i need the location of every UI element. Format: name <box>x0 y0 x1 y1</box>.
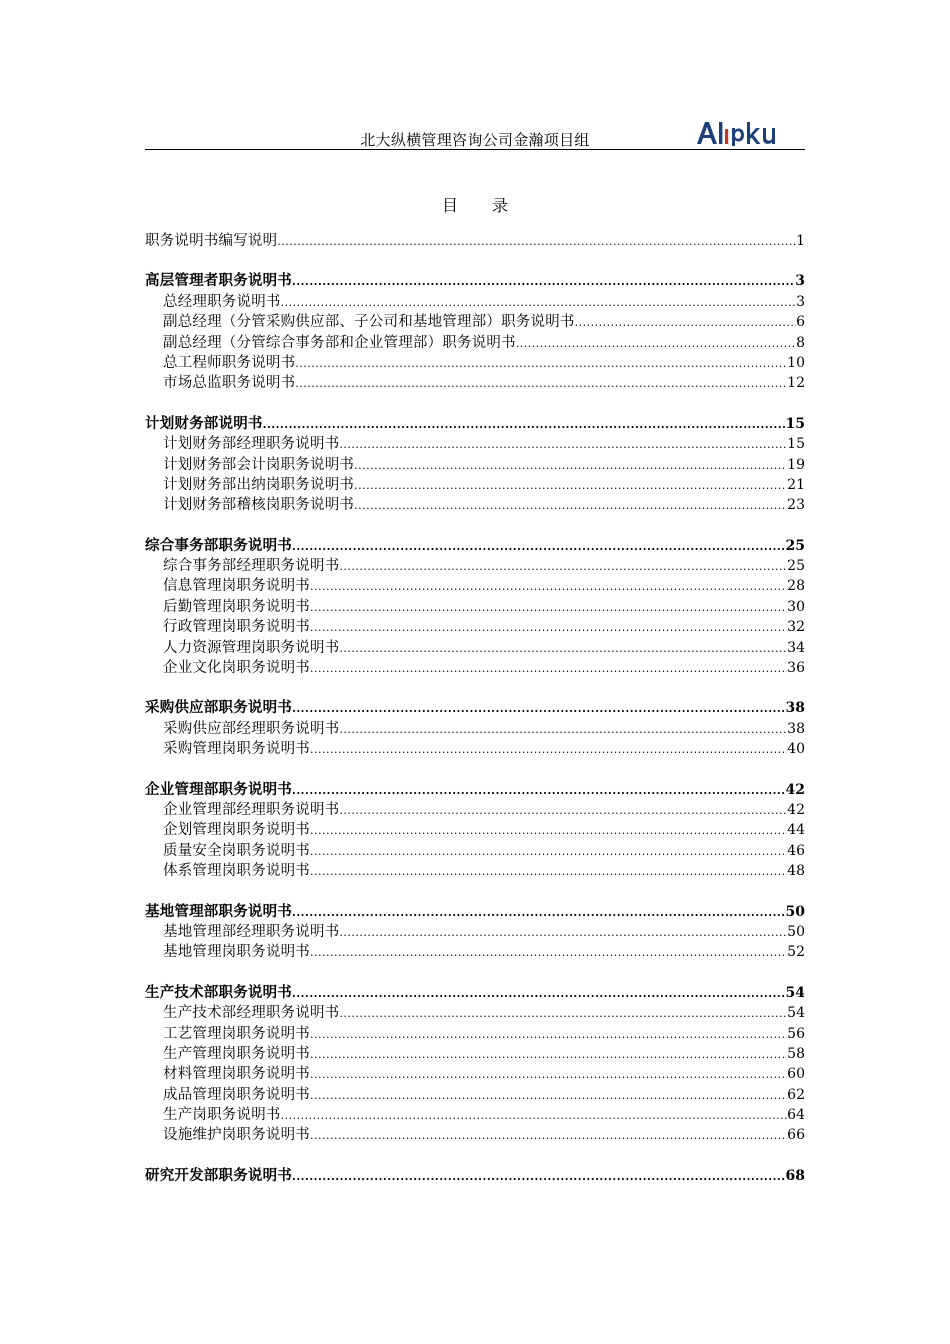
toc-dot-leader <box>516 334 796 354</box>
toc-subentry[interactable] <box>145 292 805 312</box>
toc-entry-title: 企业管理部职务说明书 <box>145 780 292 798</box>
toc-subentry[interactable] <box>145 475 805 495</box>
toc-page-number: 54 <box>787 1005 805 1022</box>
toc-page-number: 3 <box>796 293 805 310</box>
toc-dot-leader <box>310 943 787 963</box>
toc-page-number: 46 <box>787 842 805 859</box>
toc-dot-leader <box>310 1126 787 1146</box>
toc-page-number: 25 <box>785 537 805 554</box>
toc-page-number: 62 <box>787 1086 805 1103</box>
toc-page-number: 40 <box>787 741 805 758</box>
toc-dot-leader <box>339 923 787 943</box>
toc-page-number: 60 <box>787 1066 805 1083</box>
toc-group-spacer <box>145 251 805 271</box>
toc-group-spacer <box>145 1146 805 1166</box>
toc-entry-title: 信息管理岗职务说明书 <box>163 578 310 595</box>
toc-dot-leader <box>310 598 787 618</box>
toc-page-number: 38 <box>787 720 805 737</box>
toc-page-number: 21 <box>787 476 805 493</box>
toc-dot-leader <box>310 740 787 760</box>
toc-page-number: 34 <box>787 639 805 656</box>
toc-page-number: 58 <box>787 1045 805 1062</box>
toc-entry-title: 企业管理部经理职务说明书 <box>163 801 340 818</box>
toc-entry-title: 综合事务部职务说明书 <box>145 536 292 554</box>
toc-subentry[interactable] <box>145 312 805 332</box>
toc-section-entry[interactable] <box>145 414 805 434</box>
toc-entry-title: 采购管理岗职务说明书 <box>163 741 310 758</box>
toc-entry-title: 企划管理岗职务说明书 <box>163 822 310 839</box>
toc-subentry[interactable] <box>145 800 805 820</box>
toc-page-number: 32 <box>787 619 805 636</box>
toc-group-spacer <box>145 394 805 414</box>
toc-entry-title: 材料管理岗职务说明书 <box>163 1066 310 1083</box>
header-title: 北大纵横管理咨询公司金瀚项目组 <box>360 131 590 149</box>
toc-page-number: 12 <box>787 375 805 392</box>
toc-page-number: 10 <box>787 354 805 371</box>
toc-dot-leader <box>281 293 796 313</box>
toc-dot-leader <box>292 1167 786 1187</box>
toc-dot-leader <box>354 456 787 476</box>
toc-page-number: 50 <box>787 923 805 940</box>
toc-entry-title: 体系管理岗职务说明书 <box>163 863 310 880</box>
company-logo <box>697 118 791 146</box>
toc-dot-leader <box>310 577 787 597</box>
toc-subentry[interactable] <box>145 1125 805 1145</box>
toc-entry-title: 基地管理部职务说明书 <box>145 902 292 920</box>
toc-section-entry[interactable] <box>145 780 805 800</box>
toc-subentry[interactable] <box>145 841 805 861</box>
toc-title-char-1: 目 <box>441 196 458 215</box>
toc-page-number: 50 <box>785 903 805 920</box>
toc-entry-title: 采购供应部职务说明书 <box>145 699 292 717</box>
toc-dot-leader <box>263 415 786 435</box>
toc-page-number: 68 <box>785 1167 805 1184</box>
toc-entry-title: 生产管理岗职务说明书 <box>163 1045 310 1062</box>
toc-dot-leader <box>295 374 787 394</box>
toc-entry-title: 职务说明书编写说明 <box>145 233 278 249</box>
toc-group-spacer <box>145 963 805 983</box>
toc-subentry[interactable] <box>145 434 805 454</box>
toc-page-number: 3 <box>795 273 805 290</box>
toc-section-entry[interactable] <box>145 536 805 556</box>
toc-section-entry[interactable] <box>145 231 805 251</box>
toc-entry-title: 采购供应部经理职务说明书 <box>163 720 340 737</box>
toc-group-spacer <box>145 760 805 780</box>
toc-subentry[interactable] <box>145 556 805 576</box>
toc-subentry[interactable] <box>145 942 805 962</box>
toc-entry-title: 企业文化岗职务说明书 <box>163 660 310 677</box>
toc-dot-leader <box>292 984 786 1004</box>
toc-subentry[interactable] <box>145 373 805 393</box>
toc-entry-title: 高层管理者职务说明书 <box>145 272 292 290</box>
toc-subentry[interactable] <box>145 861 805 881</box>
toc-page-number: 6 <box>796 314 805 331</box>
toc-entry-title: 计划财务部会计岗职务说明书 <box>163 456 355 473</box>
toc-section-entry[interactable] <box>145 983 805 1003</box>
toc-entry-title: 总经理职务说明书 <box>163 293 281 310</box>
toc-group-spacer <box>145 882 805 902</box>
toc-page-number: 36 <box>787 660 805 677</box>
toc-page-number: 30 <box>787 598 805 615</box>
toc-group-spacer <box>145 678 805 698</box>
toc-dot-leader <box>354 476 787 496</box>
toc-group-spacer <box>145 516 805 536</box>
toc-page-number: 64 <box>787 1107 805 1124</box>
toc-entry-title: 工艺管理岗职务说明书 <box>163 1025 310 1042</box>
toc-entry-title: 成品管理岗职务说明书 <box>163 1086 310 1103</box>
toc-dot-leader <box>339 1004 787 1024</box>
toc-page-number: 52 <box>787 944 805 961</box>
toc-subentry[interactable] <box>145 1085 805 1105</box>
toc-dot-leader <box>310 1025 787 1045</box>
toc-section-entry[interactable] <box>145 1166 805 1186</box>
toc-dot-leader <box>339 435 787 455</box>
toc-dot-leader <box>292 699 786 719</box>
toc-dot-leader <box>310 618 787 638</box>
toc-entry-title: 生产岗职务说明书 <box>163 1107 281 1124</box>
toc-entry-title: 质量安全岗职务说明书 <box>163 842 310 859</box>
toc-dot-leader <box>292 272 795 292</box>
toc-entry-title: 生产技术部职务说明书 <box>145 983 292 1001</box>
toc-page-number: 15 <box>785 415 805 432</box>
toc-subentry[interactable] <box>145 922 805 942</box>
toc-page-number: 44 <box>787 822 805 839</box>
toc-page-number: 54 <box>785 984 805 1001</box>
toc-dot-leader <box>310 659 787 679</box>
toc-page-number: 48 <box>787 863 805 880</box>
toc-entry-title: 生产技术部经理职务说明书 <box>163 1005 340 1022</box>
toc-dot-leader <box>277 232 796 252</box>
toc-subentry[interactable] <box>145 658 805 678</box>
toc-subentry[interactable] <box>145 739 805 759</box>
toc-page-number: 66 <box>787 1127 805 1144</box>
toc-entry-title: 副总经理（分管综合事务部和企业管理部）职务说明书 <box>163 334 516 351</box>
toc-dot-leader <box>292 903 786 923</box>
toc-dot-leader <box>339 557 787 577</box>
toc-entry-title: 副总经理（分管采购供应部、子公司和基地管理部）职务说明书 <box>163 314 575 331</box>
toc-entry-title: 人力资源管理岗职务说明书 <box>163 639 340 656</box>
toc-dot-leader <box>310 862 787 882</box>
toc-page-number: 23 <box>787 497 805 514</box>
toc-title-char-2: 录 <box>492 196 509 215</box>
toc-page-number: 42 <box>787 801 805 818</box>
toc-dot-leader <box>281 1106 788 1126</box>
toc-entry-title: 市场总监职务说明书 <box>163 375 296 392</box>
toc-dot-leader <box>292 781 786 801</box>
toc-dot-leader <box>310 842 787 862</box>
toc-entry-title: 总工程师职务说明书 <box>163 354 296 371</box>
toc-entry-title: 计划财务部说明书 <box>145 414 263 432</box>
toc-page-number: 56 <box>787 1025 805 1042</box>
toc-entry-title: 计划财务部经理职务说明书 <box>163 436 340 453</box>
allpku-logo-icon <box>697 120 791 146</box>
toc-dot-leader <box>310 821 787 841</box>
toc-entry-title: 后勤管理岗职务说明书 <box>163 598 310 615</box>
toc-entry-title: 设施维护岗职务说明书 <box>163 1127 310 1144</box>
toc-section-entry[interactable] <box>145 271 805 291</box>
toc-dot-leader <box>310 1086 787 1106</box>
toc-entry-title: 基地管理部经理职务说明书 <box>163 923 340 940</box>
toc-dot-leader <box>575 313 796 333</box>
toc-subentry[interactable] <box>145 617 805 637</box>
toc-dot-leader <box>339 801 787 821</box>
toc-subentry[interactable] <box>145 1003 805 1023</box>
toc-page-number: 25 <box>787 558 805 575</box>
toc-page-number: 19 <box>787 456 805 473</box>
toc-section-entry[interactable] <box>145 698 805 718</box>
toc-subentry[interactable] <box>145 1044 805 1064</box>
toc-entry-title: 计划财务部稽核岗职务说明书 <box>163 497 355 514</box>
toc-subentry[interactable] <box>145 353 805 373</box>
toc-subentry[interactable] <box>145 1064 805 1084</box>
toc-dot-leader <box>339 720 787 740</box>
toc-page-number: 38 <box>785 700 805 717</box>
toc-subentry[interactable] <box>145 333 805 353</box>
toc-subentry[interactable] <box>145 1024 805 1044</box>
toc-page-number: 42 <box>785 781 805 798</box>
toc-dot-leader <box>292 537 786 557</box>
toc-page-number: 15 <box>787 436 805 453</box>
page-header <box>145 112 805 150</box>
toc-entry-title: 计划财务部出纳岗职务说明书 <box>163 476 355 493</box>
toc-entry-title: 基地管理岗职务说明书 <box>163 944 310 961</box>
toc-page-number: 28 <box>787 578 805 595</box>
toc-entry-title: 综合事务部经理职务说明书 <box>163 558 340 575</box>
toc-dot-leader <box>310 1045 787 1065</box>
toc-dot-leader <box>295 354 787 374</box>
toc-subentry[interactable] <box>145 638 805 658</box>
toc-title <box>0 193 950 216</box>
toc-section-entry[interactable] <box>145 902 805 922</box>
toc-subentry[interactable] <box>145 495 805 515</box>
toc-dot-leader <box>310 1065 787 1085</box>
toc-entry-title: 研究开发部职务说明书 <box>145 1166 292 1184</box>
toc-subentry[interactable] <box>145 576 805 596</box>
toc-subentry[interactable] <box>145 597 805 617</box>
toc-page-number: 8 <box>796 334 805 351</box>
toc-dot-leader <box>354 496 787 516</box>
toc-subentry[interactable] <box>145 820 805 840</box>
toc-entry-title: 行政管理岗职务说明书 <box>163 619 310 636</box>
table-of-contents <box>145 231 805 1186</box>
toc-subentry[interactable] <box>145 719 805 739</box>
toc-subentry[interactable] <box>145 455 805 475</box>
toc-page-number: 1 <box>796 233 805 249</box>
toc-dot-leader <box>339 639 787 659</box>
toc-subentry[interactable] <box>145 1105 805 1125</box>
